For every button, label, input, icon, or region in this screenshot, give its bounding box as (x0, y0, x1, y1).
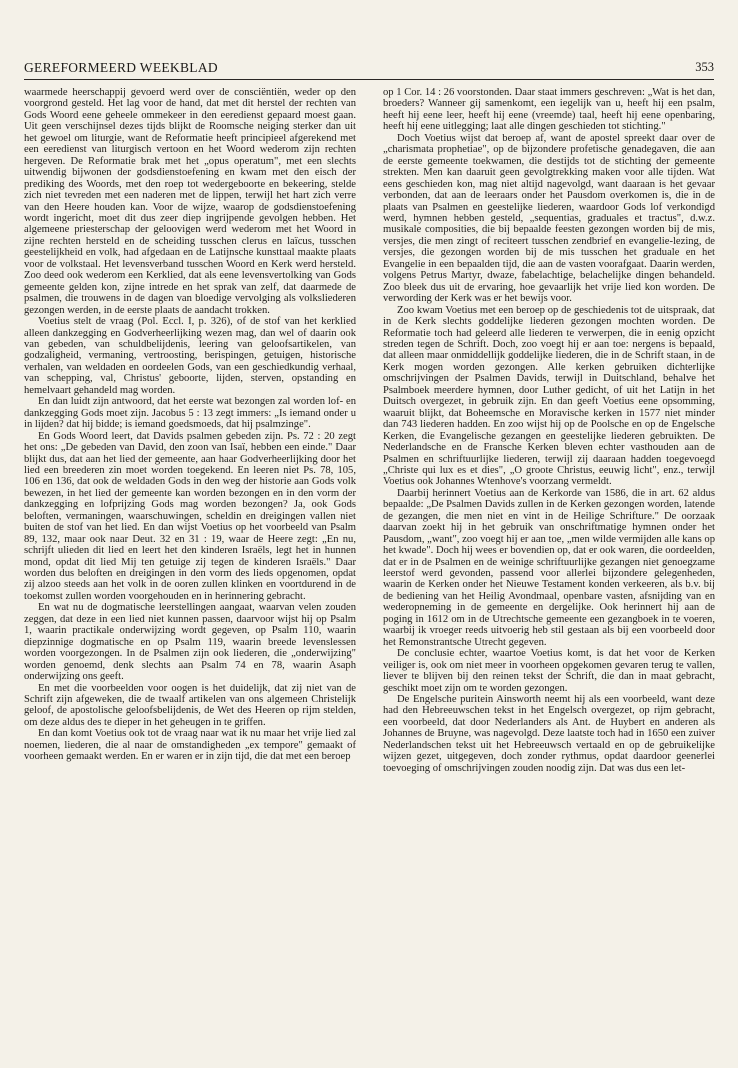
paragraph: De conclusie echter, waartoe Voetius komt, is dat het voor de Kerken veiliger is, ook om niet meer in voorheen opgekomen gevaren terug te vallen, liever te blijven bij den reinen tekst der Schrift, die dan in maat gebracht, geschikt moet zijn om te worden gezongen. (383, 648, 715, 694)
paragraph: En wat nu de dogmatische leerstellingen aangaat, waarvan velen zouden zeggen, dat deze in een lied niet kunnen passen, daarvoor wijst hij op Psalm 1, waarin practikale onderwijzing wordt gegeven, op Psalm 110, waarin diepzinnige dogmatische en op Psalm 119, waarin breede levenslessen worden voorgezongen. In de Psalmen zijn ook liederen, die „onderwijzing" worden genoemd, denk slechts aan Psalm 74 en 78, waarin Asaph onderwijzing ons geeft. (24, 602, 356, 683)
paragraph: Voetius stelt de vraag (Pol. Eccl. I, p. 326), of de stof van het kerklied alleen dankzegging en Godverheerlijking wezen mag, dan wel of daarin ook van gebeden, van schuldbelijdenis, leering van geloofsartikelen, van godzaligheid, vermaning, vertroosting, berispingen, getuigen, historische verhalen, van weldaden en oordeelen Gods, van een geschiedkundig verhaal, van schepping, val, Christus' geboorte, lijden, sterven, opstanding en hemelvaart gehandeld mag worden. (24, 316, 356, 396)
left-column (24, 87, 356, 1019)
page-number: 353 (695, 60, 714, 74)
header-rule (24, 79, 714, 80)
paragraph: En dan luidt zijn antwoord, dat het eerste wat bezongen zal worden lof- en dankzegging Gods moet zijn. Jacobus 5 : 13 zegt immers: „Is iemand onder u in lijden? dat hij bidde; is iemand goedsmoeds, dat hij psalmzinge". (24, 396, 356, 431)
publication-title: GEREFORMEERD WEEKBLAD (24, 60, 218, 75)
paragraph: Doch Voetius wijst dat beroep af, want de apostel spreekt daar over de „charismata prophetiae", op de bijzondere profetische genadegaven, die aan de eerste gemeente toekwamen, die destijds tot de stichting der gemeente strekten. Men kan daaruit geen gevolgtrekking maken voor alle tijden. Wat eens geschieden kon, mag niet altijd nagevolgd, want daaraan is het gevaar verbonden, dat aan de leeraars onder het Pausdom overkomen is, die in de plaats van Psalmen en geestelijke liederen, waardoor Gods lof verkondigd werd, hymnen hebben gesteld, „sequentias, graduales et tractus", d.w.z. musikale composities, die bij bepaalde feesten gezongen worden bij de mis, versjes, die men zingt of reciteert tusschen zendbrief en evangelie-lezing, de versjes, die gezongen worden bij de mis tusschen het graduale en het Evangelie in een bepaalden tijd, die aan de vasten voorafgaat. Daarin werden, volgens Petrus Martyr, dwaze, fabelachtige, belachelijke dingen behandeld. Zoo bleek dus uit de ervaring, hoe gevaarlijk het vrije lied kon worden. De verwording der Kerk was er het bewijs voor. (383, 132, 715, 305)
paragraph: En dan komt Voetius ook tot de vraag naar wat ik nu maar het vrije lied zal noemen, liederen, die al naar de omstandigheden „ex tempore" gemaakt of voorheen gemaakt werden. En er waren er in zijn tijd, die dat met een beroep (24, 728, 356, 763)
paragraph: De Engelsche puritein Ainsworth neemt hij als een voorbeeld, want deze had den Hebreeuwschen tekst in het Engelsch overgezet, op rijm gebracht, een voorbeeld, dat door Nederlanders als Ant. de Huybert en anderen als Johannes de Bruyne, was nagevolgd. Deze laatste toch had in 1650 een zuiver Nederlandschen tekst uit het Hebreeuwsch vertaald en op de gebruikelijke wijzen gezet, uitgegeven, doch zonder rythmus, opdat daardoor geenerlei toevoeging of omschrijvingen zouden noodig zijn. Dat was dus een let- (383, 694, 715, 774)
running-header (24, 60, 714, 78)
paragraph: waarmede heerschappij gevoerd werd over de consciëntiën, weder op den voorgrond gesteld. Het lag voor de hand, dat met dit herstel der rechten van Gods Woord eene geheele ommekeer in den eeredienst gepaard moest gaan. Uit geen verschijnsel dezes tijds blijkt de Roomsche neiging sterker dan uit het gewoel om liturgie, want de Reformatie heeft principieel afgerekend met een eeredienst van liturgisch vertoon en het Woord wederom zijn rechten hergeven. De Reformatie brak met het „opus operatum", met een slechts uitwendig bijwonen der godsdienstoefening en kwam met den eisch der prediking des Woords, met den roep tot wedergeboorte en bekeering, stelde zich niet tevreden met een naderen met de lippen, terwijl het hart zich verre van den Heere houden kan. Voor de wijze, waarop de godsdienstoefening wordt ingericht, moet dit dus zeer diep ingrijpende gevolgen hebben. Het algemeene priesterschap der geloovigen werd wederom met het Woord in zijne rechten hersteld en de scheiding tusschen clerus en laïcus, tusschen geestelijkheid en volk, had afgedaan en de Latijnsche kunsttaal maakte plaats voor de volkstaal. Het levensverband tusschen Woord en Kerk werd hersteld. Zoo deed ook wederom een Kerklied, dat als eene levensvertolking van Gods gemeente gelden kon, zijne intrede en het sprak van zelf, dat daarmede de psalmen, die trouwens in de dagen van bloedige vervolging als volksliederen gezongen werden, in de eerste plaats de aandacht trokken. (24, 87, 356, 316)
paragraph: Daarbij herinnert Voetius aan de Kerkorde van 1586, die in art. 62 aldus bepaalde: „De Psalmen Davids zullen in de Kerken gezongen worden, latende de gezangen, die men niet en vint in de Heilige Schrifture." De oorzaak daarvan zoekt hij in het gebruik van onschriftmatige hymnen onder het Pausdom, „want", zoo voegt hij er aan toe, „men wilde vermijden alle kans op het kwade". Doch hij wees er bovendien op, dat er ook waren, die oordeelden, dat er in de Psalmen en de weinige schriftuurlijke gezangen niet genoegzame leerstof werd gevonden, passend voor allerlei bijzondere gelegenheden, waarin de Kerken onder het Nieuwe Testament konden verkeeren, als b.v. bij de bediening van het Heilig Avondmaal, openbare vasten, afsnijding van en wederopneming in de gemeente en dergelijke. Ook herinnert hij aan de poging in 1612 om in de Utrechtsche gemeente een gezangboek in te voeren, waarbij ik vroeger reeds uitvoerig heb stil gestaan als bij een voorbeeld door het Remonstrantsche Utrecht gegeven. (383, 487, 715, 648)
right-column (383, 87, 715, 1019)
paragraph: En met die voorbeelden voor oogen is het duidelijk, dat zij niet van de Schrift zijn afgeweken, die de twaalf artikelen van ons algemeen Christelijk geloof, de apostolische geloofsbelijdenis, de Wet des Heeren op rijm stelden, om deze aldus des te dieper in het geheugen in te griffen. (24, 682, 356, 728)
paragraph: Zoo kwam Voetius met een beroep op de geschiedenis tot de uitspraak, dat in de Kerk slechts goddelijke liederen gezongen mochten worden. De Reformatie toch had geleerd alle liederen te verwerpen, die in eenig opzicht streden tegen de Schrift. Doch, zoo voegt hij er aan toe: nergens is bepaald, dat alleen maar onmiddellijk goddelijke liederen, die in de Schrift staan, in de Kerk mogen worden gezongen. Alle kerken gebruiken dichterlijke omschrijvingen der Psalmen Davids, terwijl in Duitschland, behalve het Psalmboek meerdere hymnen, door Luther gedicht, of uit het Latijn in het Duitsch overgezet, in gebruik zijn. En dan geeft Voetius eene opsomming, waaruit blijkt, dat Boheemsche en Moravische kerken in 1577 niet minder dan 743 liederen hadden. En zoo wijst hij op de Poolsche en op de Engelsche Kerken, die Evangelische gezangen en geestelijke liederen gebruikten. De Nederlandsche en de Fransche Kerken bleven echter vasthouden aan de Psalmen en schriftuurlijke liederen, terwijl zij daaraan hadden toegevoegd „Christe qui lux es et dies", „O groote Christus, eeuwig licht", enz., terwijl Voetius ook Johannes Wtenhove's voorzang vermeldt. (383, 304, 715, 488)
paragraph: En Gods Woord leert, dat Davids psalmen gebeden zijn. Ps. 72 : 20 zegt het ons: „De gebeden van David, den zoon van Isaï, hebben een einde." Daar blijkt dus, dat aan het lied der gemeente, aan haar Godverheerlijking door het lied een breederen zin moet worden toegekend. En leeren niet Ps. 78, 105, 106 en 136, dat ook de weldaden Gods in den weg der historie aan Gods volk bewezen, in het lied der gemeente kan worden bezongen en in den vorm der dankzegging en lofprijzing Gods mag worden bezongen? Ja, ook Gods beloften, vermaningen, waarschuwingen, scheldin en dreigingen vallen niet buiten de stof van het lied. En dan wijst Voetius op het voorbeeld van Psalm 89, 132, maar ook naar Deut. 32 en 31 : 19, waar de Heere zegt: „En nu, schrijft ulieden dit lied en leert het den kinderen Israëls, legt het in hunnen mond, opdat dit lied Mij ten getuige zij tegen de kinderen Israëls." Daar worden dus beloften en dreigingen in den vorm des lieds opgenomen, opdat zij alzoo steeds aan het volk in de ooren zullen klinken en voortdurend in de toekomst zullen worden voorgehouden en in herinnering gebracht. (24, 430, 356, 602)
paragraph: op 1 Cor. 14 : 26 voorstonden. Daar staat immers geschreven: „Wat is het dan, broeders? Wanneer gij samenkomt, een iegelijk van u, heeft hij een psalm, heeft hij eene leer, heeft hij eene (vreemde) taal, heeft hij eene openbaring, heeft hij eene uitlegging; laat alle dingen geschieden tot stichting." (383, 87, 715, 133)
